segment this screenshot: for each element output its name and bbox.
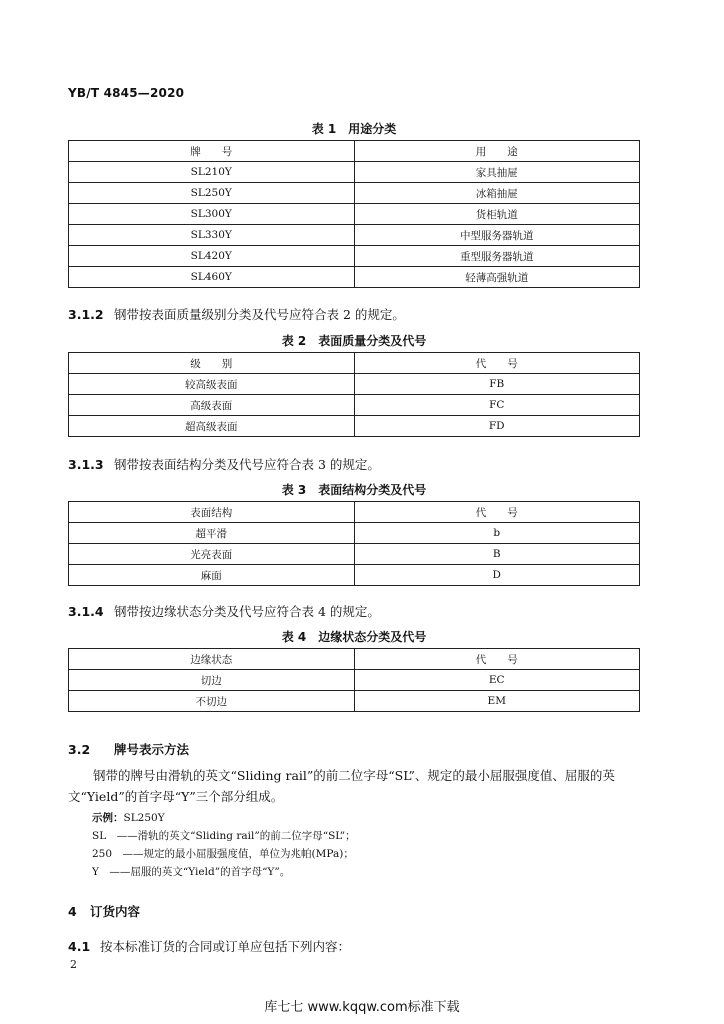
table-cell: 高级表面 (69, 395, 355, 416)
clause-3-1-2 (68, 305, 405, 323)
table-header-cell: 边缘状态 (69, 649, 355, 670)
table-header-cell: 代 号 (354, 353, 640, 374)
clause-number: 3.1.2 (68, 307, 104, 322)
table-header-cell: 牌 号 (69, 141, 355, 162)
example-line: Y ——屈服的英文“Yield”的首字母“Y”。 (92, 866, 291, 878)
table-cell: 中型服务器轨道 (354, 225, 640, 246)
table-row (69, 565, 640, 586)
clause-3-1-3 (68, 455, 380, 473)
table-cell: SL460Y (69, 267, 355, 288)
table2-caption: 表 2 表面质量分类及代号 (281, 334, 427, 348)
table-cell: EM (354, 691, 640, 712)
clause-number: 4.1 (68, 939, 91, 954)
table-header-cell: 代 号 (354, 502, 640, 523)
table-row (69, 267, 640, 288)
table-row (69, 374, 640, 395)
table-cell: 麻面 (69, 565, 355, 586)
standard-number: YB/T 4845—2020 (68, 86, 185, 100)
table-row (69, 162, 640, 183)
clause-text: 钢带按表面质量级别分类及代号应符合表 2 的规定。 (114, 307, 405, 322)
table3 (68, 501, 640, 586)
table1-caption: 表 1 用途分类 (311, 122, 397, 136)
section-3-2-paragraph: 钢带的牌号由滑轨的英文“Sliding rail”的前二位字母“SL”、规定的最小屈服强度值、屈服的英文“Yield”的首字母“Y”三个部分组成。 (68, 768, 615, 804)
table-row (69, 691, 640, 712)
table-header-row (69, 649, 640, 670)
clause-3-1-4 (68, 602, 380, 620)
section-3-2-heading (68, 740, 189, 758)
clause-text: 钢带按边缘状态分类及代号应符合表 4 的规定。 (114, 604, 380, 619)
table-cell: SL210Y (69, 162, 355, 183)
table-cell: b (354, 523, 640, 544)
table4 (68, 648, 640, 712)
table-row (69, 204, 640, 225)
table-cell: FD (354, 416, 640, 437)
table-cell: 货柜轨道 (354, 204, 640, 225)
clause-text: 钢带按表面结构分类及代号应符合表 3 的规定。 (114, 457, 380, 472)
footer-watermark: 库七七 www.kqqw.com标准下载 (264, 1000, 460, 1015)
clause-text: 按本标准订货的合同或订单应包括下列内容： (100, 939, 351, 954)
section-number: 3.2 (68, 742, 91, 757)
section-title: 订货内容 (90, 904, 141, 919)
table-header-row (69, 502, 640, 523)
table-cell: 冰箱抽屉 (354, 183, 640, 204)
table-header-cell: 用 途 (354, 141, 640, 162)
table-row (69, 544, 640, 565)
table-cell: 光亮表面 (69, 544, 355, 565)
table-header-cell: 代 号 (354, 649, 640, 670)
table-cell: SL330Y (69, 225, 355, 246)
example-line: 250 ——规定的最小屈服强度值，单位为兆帕(MPa)； (92, 848, 354, 860)
table-row (69, 670, 640, 691)
table4-caption: 表 4 边缘状态分类及代号 (281, 630, 427, 644)
table-row (69, 395, 640, 416)
example-heading (92, 810, 165, 825)
table-cell: 重型服务器轨道 (354, 246, 640, 267)
table-cell: 切边 (69, 670, 355, 691)
table2 (68, 352, 640, 437)
table-cell: SL250Y (69, 183, 355, 204)
table1 (68, 140, 640, 288)
page-number: 2 (70, 958, 77, 971)
clause-number: 3.1.4 (68, 604, 104, 619)
table-header-row (69, 141, 640, 162)
table-cell: EC (354, 670, 640, 691)
table-cell: D (354, 565, 640, 586)
table-cell: B (354, 544, 640, 565)
table-header-row (69, 353, 640, 374)
table-cell: 不切边 (69, 691, 355, 712)
table-cell: FC (354, 395, 640, 416)
table-header-cell: 表面结构 (69, 502, 355, 523)
table-cell: 较高级表面 (69, 374, 355, 395)
example-line: SL ——滑轨的英文“Sliding rail”的前二位字母“SL”； (92, 830, 356, 842)
example-value: SL250Y (123, 812, 165, 824)
clause-number: 3.1.3 (68, 457, 104, 472)
table-cell: 轻薄高强轨道 (354, 267, 640, 288)
table-cell: 家具抽屉 (354, 162, 640, 183)
table-row (69, 246, 640, 267)
table-cell: SL420Y (69, 246, 355, 267)
table-cell: SL300Y (69, 204, 355, 225)
example-label: 示例： (92, 812, 124, 824)
table-header-cell: 级 别 (69, 353, 355, 374)
section-title: 牌号表示方法 (114, 742, 190, 757)
table-cell: 超高级表面 (69, 416, 355, 437)
table-row (69, 225, 640, 246)
table-row (69, 183, 640, 204)
section-4-heading (68, 902, 140, 920)
table-row (69, 523, 640, 544)
section-number: 4 (68, 904, 77, 919)
clause-4-1 (68, 937, 350, 955)
table-cell: FB (354, 374, 640, 395)
table3-caption: 表 3 表面结构分类及代号 (281, 483, 427, 497)
table-row (69, 416, 640, 437)
table-cell: 超平滑 (69, 523, 355, 544)
